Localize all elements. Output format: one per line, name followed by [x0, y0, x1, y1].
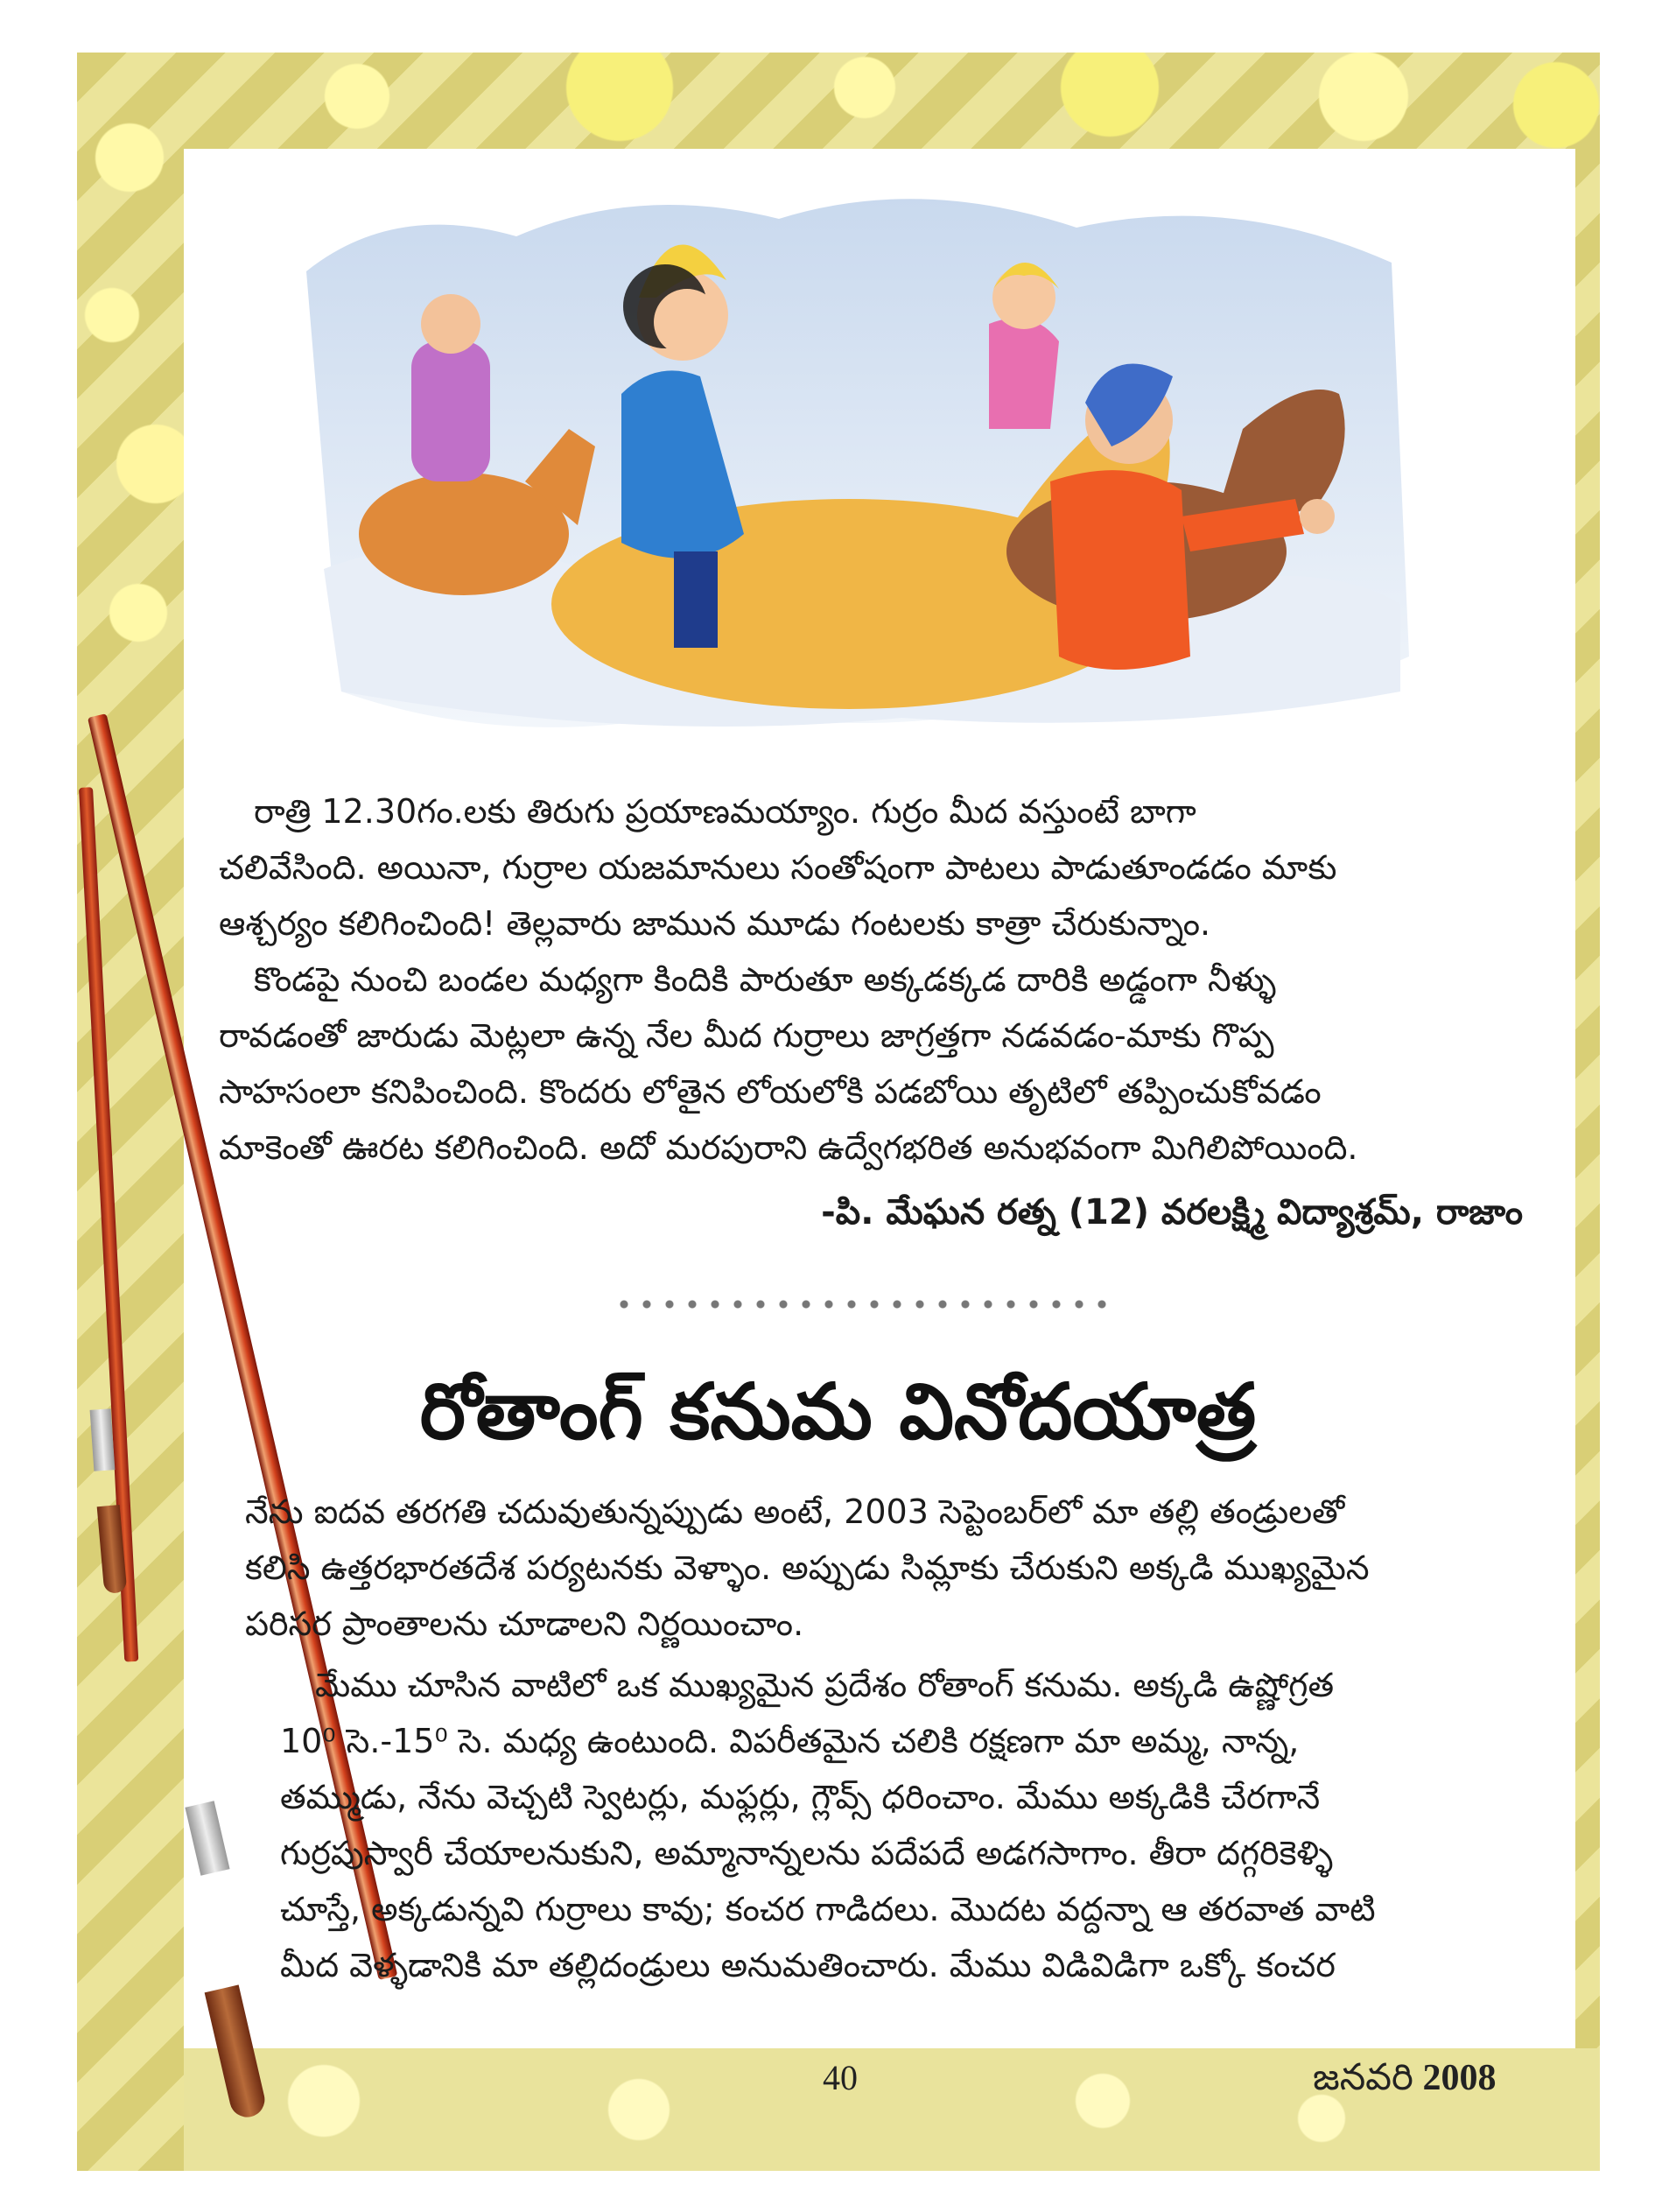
text-line: నేను ఐదవ తరగతి చదువుతున్నప్పుడు అంటే, 2003 సెప్టెంబర్‌లో మా తల్లి తండ్రులతో	[245, 1492, 1345, 1531]
text-line: రావడంతో జారుడు మెట్లలా ఉన్న నేల మీద గుర్రాలు జాగ్రత్తగా నడవడం-మాకు గొప్ప	[219, 1016, 1274, 1055]
text-line: కొండపై నుంచి బండల మధ్యగా కిందికి పారుతూ అక్కడక్కడ దారికి అడ్డంగా నీళ్ళు	[254, 960, 1277, 999]
text-line: కలిసి ఉత్తరభారతదేశ పర్యటనకు వెళ్ళాం. అప్పుడు సిమ్లాకు చేరుకుని అక్కడి ముఖ్యమైన	[245, 1548, 1370, 1587]
text-line: గుర్రపుస్వారీ చేయాలనుకుని, అమ్మానాన్నలను పదేపదే అడగసాగాం. తీరా దగ్గరికెళ్ళి	[280, 1834, 1334, 1872]
issue-month: జనవరి	[1313, 2058, 1413, 2098]
page-number: 40	[823, 2058, 858, 2097]
text-line: సాహసంలా కనిపించింది. కొందరు లోతైన లోయలోకి పడబోయి తృటిలో తప్పించుకోవడం	[219, 1072, 1322, 1111]
text-line: మాకెంతో ఊరట కలిగించింది. అదో మరపురాని ఉద్వేగభరిత అనుభవంగా మిగిలిపోయింది.	[219, 1128, 1358, 1167]
story1-paragraph-1	[219, 783, 1514, 952]
story2-paragraph-1	[245, 1484, 1514, 1652]
issue-date	[1313, 2057, 1496, 2108]
story1-paragraph-2	[219, 952, 1514, 1176]
text-line: మీద వెళ్ళడానికి మా తల్లిదండ్రులు అనుమతించారు. మేము విడివిడిగా ఒక్కో కంచర	[280, 1946, 1336, 1984]
issue-year: 2008	[1422, 2058, 1497, 2098]
author-byline: -పి. మేఘన రత్న (12) వరలక్ష్మి విద్యాశ్రమ్, రాజాం	[821, 1192, 1523, 1232]
text-line: మేము చూసిన వాటిలో ఒక ముఖ్యమైన ప్రదేశం రోతాంగ్ కనుమ. అక్కడి ఉష్ణోగ్రత	[315, 1666, 1335, 1704]
text-line: చలివేసింది. అయినా, గుర్రాల యజమానులు సంతోషంగా పాటలు పాడుతూండడం మాకు	[219, 848, 1337, 887]
section-divider	[613, 1296, 1120, 1313]
text-line: రాత్రి 12.30గం.లకు తిరుగు ప్రయాణమయ్యాం. గుర్రం మీద వస్తుంటే బాగా	[254, 792, 1196, 831]
text-line: ఆశ్చర్యం కలిగించింది! తెల్లవారు జామున మూడు గంటలకు కాత్రా చేరుకున్నాం.	[219, 904, 1211, 943]
horse-riders-illustration	[289, 166, 1427, 762]
text-line: 10⁰ సె.-15⁰ సె. మధ్య ఉంటుంది. విపరీతమైన చలికి రక్షణగా మా అమ్మ, నాన్న,	[280, 1722, 1300, 1760]
text-line: తమ్ముడు, నేను వెచ్చటి స్వెటర్లు, మఫ్లర్లు, గ్లౌవ్స్ ధరించాం. మేము అక్కడికి చేరగానే	[280, 1778, 1321, 1816]
text-line: పరిసర ప్రాంతాలను చూడాలని నిర్ణయించాం.	[245, 1605, 804, 1643]
article-title: రోతాంగ్ కనుమ వినోదయాత్ర	[419, 1366, 1257, 1457]
text-line: చూస్తే, అక్కడున్నవి గుర్రాలు కావు; కంచర గాడిదలు. మొదట వద్దన్నా ఆ తరవాత వాటి	[280, 1890, 1376, 1928]
story2-paragraph-2	[280, 1657, 1514, 1993]
